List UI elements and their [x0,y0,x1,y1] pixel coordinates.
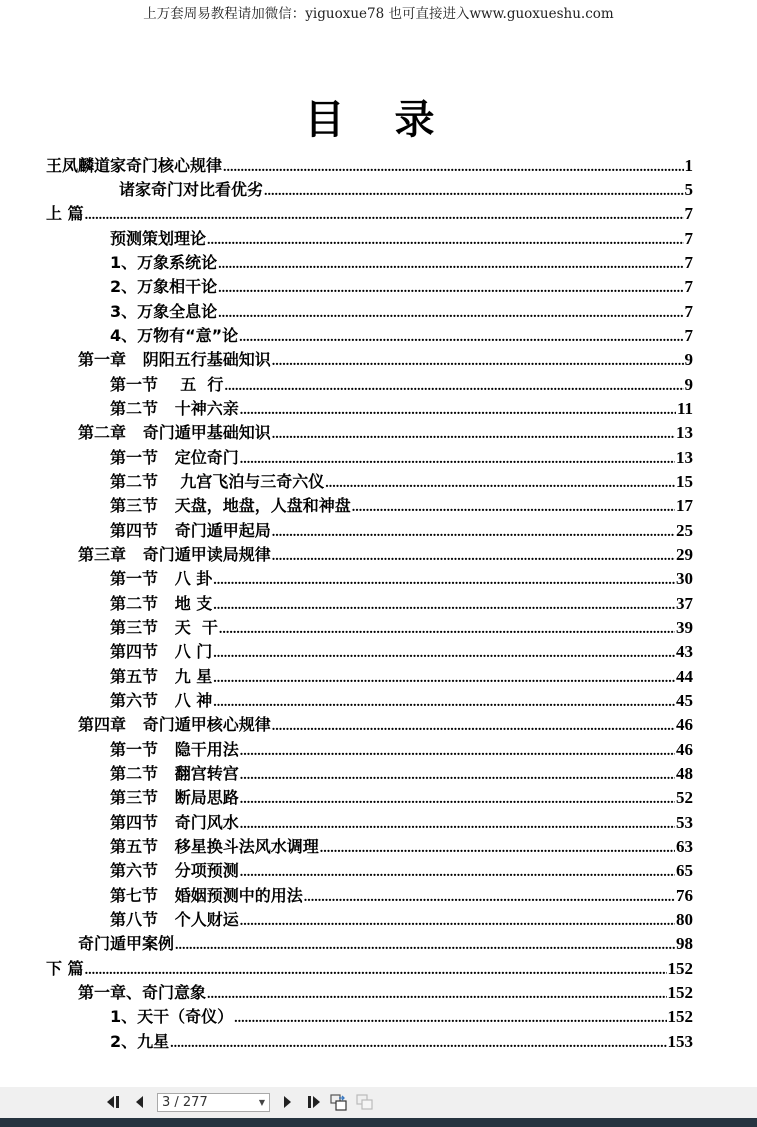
toc-entry-page-number: 13 [676,423,693,442]
toc-entry[interactable] [78,930,693,954]
toc-entry-page-number: 7 [684,277,693,296]
toc-entry[interactable] [110,225,693,249]
dot-leader [240,865,675,881]
toc-entry-page-number: 80 [676,910,693,929]
toc-entry[interactable] [110,736,693,760]
toc-entry[interactable] [110,663,693,687]
dot-leader [207,233,683,249]
toc-entry-page-number: 29 [676,545,693,564]
taskbar-strip [0,1118,757,1127]
toc-entry-page-number: 5 [684,180,693,199]
toc-entry-page-number: 48 [676,764,693,783]
toc-entry[interactable] [110,638,693,662]
toc-entry-title: 第二章 奇门遁甲基础知识 [78,423,271,442]
dot-leader [272,354,684,370]
dot-leader [240,452,675,468]
last-page-button[interactable] [302,1091,324,1113]
toc-entry-page-number: 152 [667,959,693,978]
toc-entry[interactable] [110,468,693,492]
toc-entry-title: 4、万物有“意”论 [110,326,239,345]
dot-leader [175,938,675,954]
dot-leader [272,549,675,565]
dot-leader [272,427,675,443]
toc-entry-title: 第五节 移星换斗法风水调理 [110,837,319,856]
toc-entry-page-number: 15 [676,472,693,491]
toc-entry[interactable] [46,152,693,176]
toc-entry-page-number: 65 [676,861,693,880]
triangle-left-icon [134,1095,146,1109]
toc-entry-page-number: 9 [684,350,693,369]
toc-entry-page-number: 52 [676,788,693,807]
toc-entry[interactable] [110,298,693,322]
dot-leader [325,476,675,492]
toc-entry-title: 第一章、奇门意象 [78,983,207,1002]
toc-entry[interactable] [78,419,693,443]
toc-entry-page-number: 17 [676,496,693,515]
toc-entry[interactable] [110,517,693,541]
toc-entry-page-number: 98 [676,934,693,953]
dot-leader [240,817,675,833]
toc-entry-page-number: 7 [684,253,693,272]
dot-leader [85,208,684,224]
page-number-select[interactable] [157,1093,270,1112]
toc-entry-title: 第四章 奇门遁甲核心规律 [78,715,271,734]
toc-entry-title: 诸家奇门对比看优劣 [119,180,264,199]
toc-entry[interactable] [110,1028,693,1052]
dot-leader [272,719,675,735]
toc-entry-title: 第一章 阴阳五行基础知识 [78,350,271,369]
toc-entry[interactable] [46,200,693,224]
toc-entry-page-number: 9 [684,375,693,394]
toc-entry-title: 下 篇 [46,959,84,978]
dot-leader [304,890,675,906]
toc-entry[interactable] [78,711,693,735]
dot-leader [218,257,683,273]
toc-entry[interactable] [110,760,693,784]
toc-entry[interactable] [110,882,693,906]
dot-leader [240,744,675,760]
toc-entry-page-number: 46 [676,740,693,759]
toc-entry-page-number: 152 [667,983,693,1002]
dot-leader [213,573,675,589]
next-page-button[interactable] [276,1091,298,1113]
toc-entry-page-number: 44 [676,667,693,686]
chevron-down-icon: ▼ [258,1097,265,1107]
page-number-value: 3 / 277 [162,1094,208,1110]
toc-entry-title: 第三节 天 干 [110,618,218,637]
dot-leader [170,1036,666,1052]
toc-entry-page-number: 53 [676,813,693,832]
triangle-right-icon [281,1095,293,1109]
toc-entry[interactable] [110,687,693,711]
toc-entry-page-number: 46 [676,715,693,734]
toc-entry-title: 2、九星 [110,1032,170,1051]
skip-back-icon [106,1095,122,1109]
toc-entry-title: 第六节 八 神 [110,691,213,710]
toc-entry[interactable] [110,565,693,589]
toc-entry-title: 奇门遁甲案例 [78,934,175,953]
dot-leader [264,184,683,200]
dot-leader [352,500,675,516]
dot-leader [272,525,675,541]
watermark-text: 上万套周易教程请加微信：yiguoxue78 也可直接进入www.guoxueshu.com [143,6,614,22]
toc-entry-page-number: 7 [684,326,693,345]
toc-entry[interactable] [110,809,693,833]
toc-entry-title: 王凤麟道家奇门核心规律 [46,156,223,175]
toc-entry-page-number: 7 [684,204,693,223]
toc-entry[interactable] [78,541,693,565]
toc-entry[interactable] [110,833,693,857]
dot-leader [224,379,683,395]
toc-entry-title: 第三节 断局思路 [110,788,239,807]
toc-entry-title: 1、万象系统论 [110,253,218,272]
toc-entry-title: 第一节 定位奇门 [110,448,239,467]
toc-entry-title: 第四节 八 门 [110,642,213,661]
toc-entry[interactable] [110,249,693,273]
toc-entry[interactable] [110,395,693,419]
dot-leader [240,792,675,808]
page-title: 目 录 [304,96,453,143]
toc-entry[interactable] [78,979,693,1003]
dot-leader [223,160,683,176]
toc-entry-page-number: 43 [676,642,693,661]
dot-leader [219,622,675,638]
toc-entry-title: 第四节 奇门遁甲起局 [110,521,271,540]
toc-entry[interactable] [110,614,693,638]
dot-leader [213,598,675,614]
toc-entry-title: 第七节 婚姻预测中的用法 [110,886,303,905]
toc-entry-title: 第八节 个人财运 [110,910,239,929]
toc-entry-page-number: 63 [676,837,693,856]
toc-entry-title: 第一节 八 卦 [110,569,213,588]
toc-entry-title: 预测策划理论 [110,229,207,248]
toc-entry[interactable] [110,906,693,930]
toc-entry-page-number: 7 [684,302,693,321]
toc-entry[interactable] [110,444,693,468]
fit-page-button[interactable] [328,1091,350,1113]
toc-entry[interactable] [110,322,693,346]
toc-entry-page-number: 11 [676,399,693,418]
toc-entry[interactable] [110,273,693,297]
dot-leader [320,841,675,857]
dot-leader [240,768,675,784]
toc-entry-page-number: 76 [676,886,693,905]
dot-leader [218,306,683,322]
toc-entry-page-number: 37 [676,594,693,613]
toc-entry-title: 第五节 九 星 [110,667,213,686]
toc-entry-title: 第六节 分项预测 [110,861,239,880]
toc-entry-title: 第一节 隐干用法 [110,740,239,759]
dot-leader [240,403,676,419]
dot-leader [207,987,666,1003]
toc-entry[interactable] [110,1003,693,1027]
continuous-view-button[interactable] [354,1091,376,1113]
toc-entry-title: 第三节 天盘，地盘，人盘和神盘 [110,496,351,515]
toc-entry-page-number: 1 [684,156,693,175]
toc-entry-page-number: 153 [667,1032,693,1051]
dot-leader [213,695,675,711]
toc-entry-page-number: 30 [676,569,693,588]
toc-entry-page-number: 39 [676,618,693,637]
toc-entry[interactable] [110,371,693,395]
dot-leader [234,1011,666,1027]
dot-leader [218,281,683,297]
toc-entry-page-number: 152 [667,1007,693,1026]
dot-leader [239,330,683,346]
toc-entry-title: 第二节 十神六亲 [110,399,239,418]
pdf-navigation-toolbar [0,1087,757,1118]
toc-entry[interactable] [78,346,693,370]
toc-entry-title: 1、天干（奇仪） [110,1007,234,1026]
toc-entry-title: 第三章 奇门遁甲读局规律 [78,545,271,564]
dot-leader [213,646,675,662]
toc-entry-title: 2、万象相干论 [110,277,218,296]
toc-entry-title: 第一节 五 行 [110,375,224,394]
toc-entry[interactable] [110,784,693,808]
toc-entry[interactable] [110,590,693,614]
dot-leader [240,914,675,930]
toc-entry-title: 上 篇 [46,204,84,223]
toc-entry-page-number: 7 [684,229,693,248]
toc-entry-title: 第二节 地 支 [110,594,213,613]
page-fit-icon [329,1092,349,1112]
dot-leader [85,963,667,979]
skip-forward-icon [305,1095,321,1109]
toc-entry-page-number: 13 [676,448,693,467]
toc-entry[interactable] [46,955,693,979]
first-page-button[interactable] [103,1091,125,1113]
toc-entry-title: 第四节 奇门风水 [110,813,239,832]
toc-entry[interactable] [110,857,693,881]
previous-page-button[interactable] [129,1091,151,1113]
toc-entry-title: 第二节 翻宫转宫 [110,764,239,783]
toc-entry-title: 3、万象全息论 [110,302,218,321]
toc-entry-page-number: 25 [676,521,693,540]
dot-leader [213,671,675,687]
toc-entry-title: 第二节 九宫飞泊与三奇六仪 [110,472,325,491]
toc-entry[interactable] [119,176,693,200]
toc-entry-page-number: 45 [676,691,693,710]
toc-entry[interactable] [110,492,693,516]
pages-icon [355,1092,375,1112]
